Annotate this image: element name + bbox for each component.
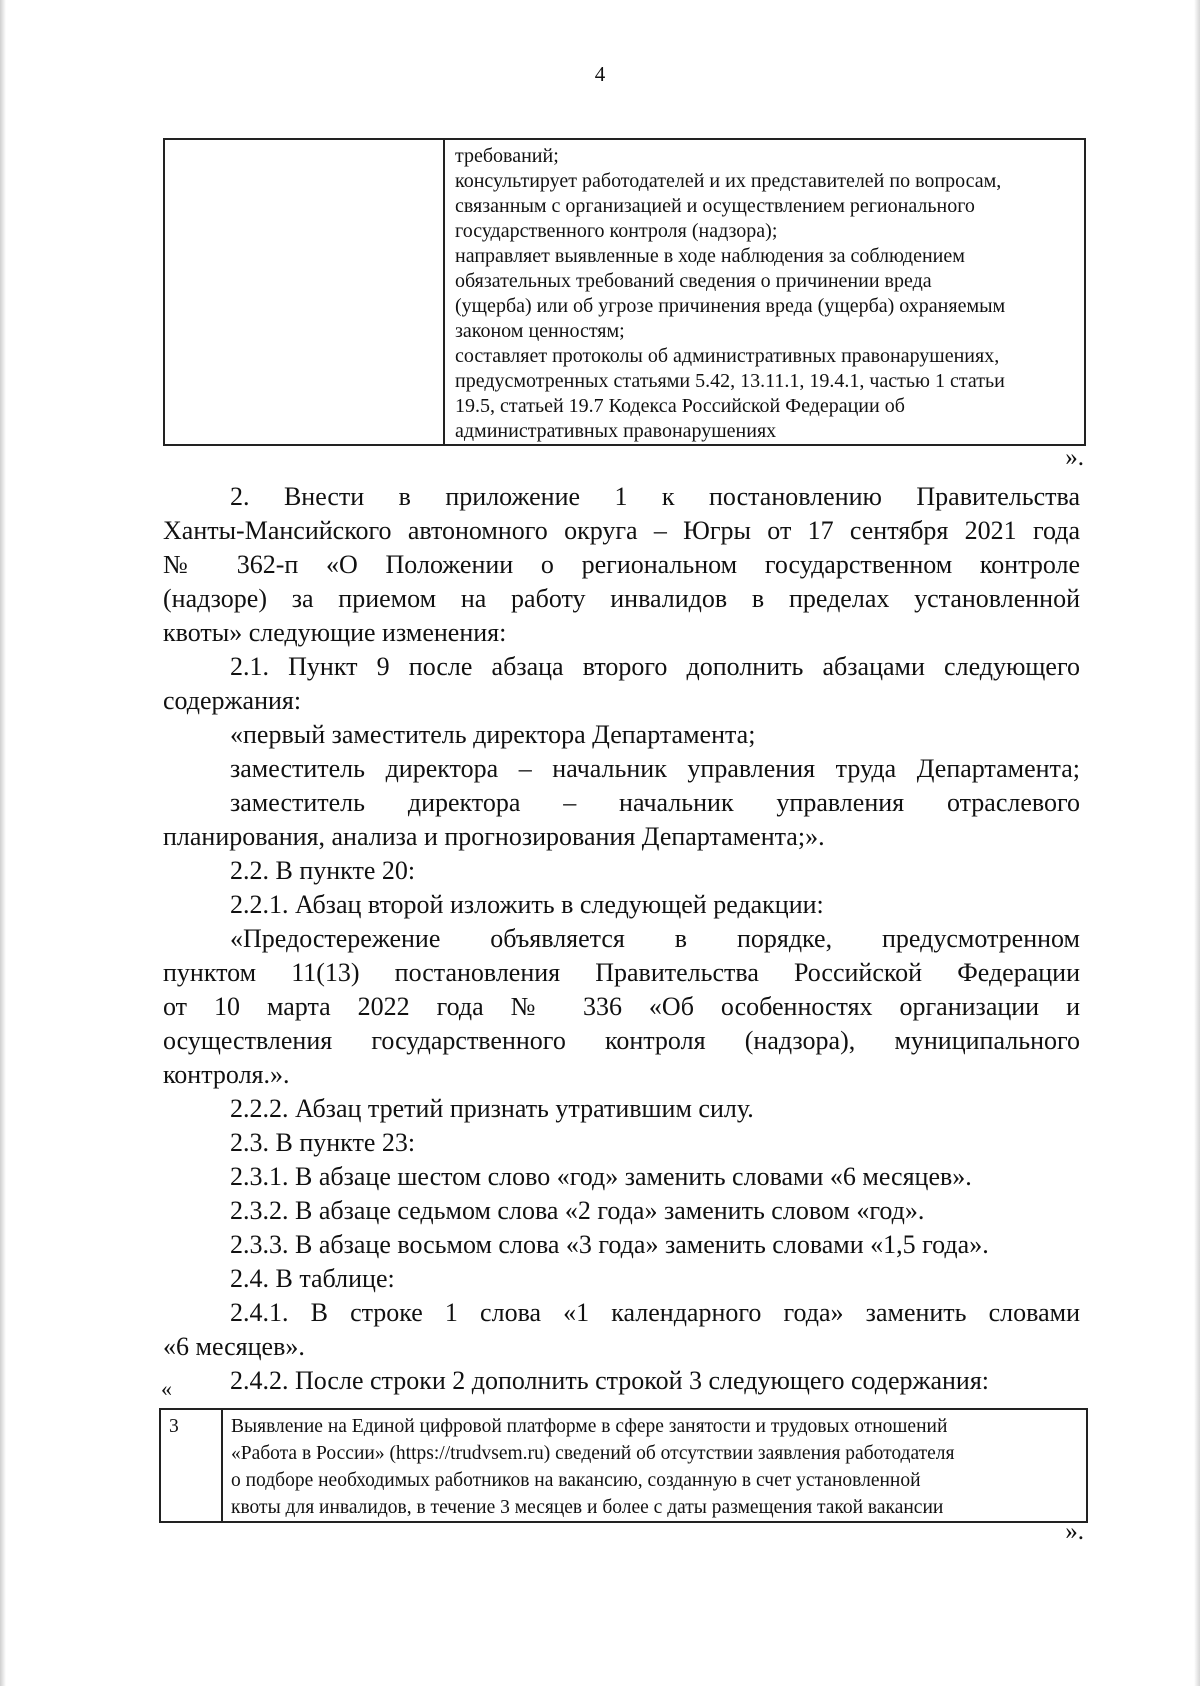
- body-line: 2.4. В таблице:: [230, 1264, 395, 1293]
- body-line: «Предостережение объявляется в порядке, предусмотренном: [230, 924, 1080, 953]
- body-line: (надзоре) за приемом на работу инвалидов в пределах установленной: [163, 584, 1080, 613]
- cell-text-line: обязательных требований сведения о причинении вреда: [455, 270, 932, 292]
- document-body: [163, 480, 1080, 1398]
- cell-text-line: о подборе необходимых работников на вакансию, созданную в счет установленной: [231, 1470, 921, 1491]
- cell-text-line: консультирует работодателей и их представителей по вопросам,: [455, 170, 1002, 192]
- body-line: 2.3. В пункте 23:: [230, 1128, 416, 1157]
- row-number-cell: 3: [160, 1409, 222, 1522]
- cell-text-line: (ущерба) или об угрозе причинения вреда (ущерба) охраняемым: [455, 295, 1006, 317]
- closing-quote-mark: ».: [1065, 1518, 1084, 1545]
- table-row: [164, 139, 1085, 445]
- body-line: 2.4.2. После строки 2 дополнить строкой 3 следующего содержания:: [230, 1366, 990, 1395]
- body-line: № 362-п «О Положении о региональном государственном контроле: [163, 550, 1080, 579]
- cell-text-line: государственного контроля (надзора);: [455, 220, 778, 242]
- body-line: заместитель директора – начальник управления отраслевого: [230, 788, 1080, 817]
- cell-text-line: «Работа в России» (https://trudvsem.ru) сведений об отсутствии заявления работодателя: [231, 1443, 955, 1464]
- body-line: контроля.».: [163, 1060, 290, 1089]
- body-line: осуществления государственного контроля (надзора), муниципального: [163, 1026, 1080, 1055]
- table-row: [160, 1409, 1087, 1522]
- row-text-cell: [222, 1409, 1087, 1522]
- body-line: 2.2. В пункте 20:: [230, 856, 416, 885]
- cell-text-line: 19.5, статьей 19.7 Кодекса Российской Федерации об: [455, 395, 905, 417]
- body-line: планирования, анализа и прогнозирования Департамента;».: [163, 822, 825, 851]
- cell-text-line: связанным с организацией и осуществлением регионального: [455, 195, 975, 217]
- opening-quote-mark: «: [161, 1376, 172, 1401]
- body-line: Ханты-Мансийского автономного округа – Югры от 17 сентября 2021 года: [163, 516, 1080, 545]
- body-line: содержания:: [163, 686, 302, 715]
- body-line: «6 месяцев».: [163, 1332, 305, 1361]
- cell-text-line: составляет протоколы об административных правонарушениях,: [455, 345, 1000, 367]
- cell-text-line: требований;: [455, 145, 559, 167]
- body-line: 2.4.1. В строке 1 слова «1 календарного года» заменить словами: [230, 1298, 1080, 1327]
- closing-quote-mark: ».: [1065, 444, 1084, 471]
- body-line: «первый заместитель директора Департамента;: [230, 720, 756, 749]
- body-line: 2.2.1. Абзац второй изложить в следующей редакции:: [230, 890, 824, 919]
- body-line: 2.3.1. В абзаце шестом слово «год» заменить словами «6 месяцев».: [230, 1162, 972, 1191]
- cell-text-line: предусмотренных статьями 5.42, 13.11.1, 19.4.1, частью 1 статьи: [455, 370, 1005, 392]
- scan-edge-left: [0, 0, 6, 1686]
- scan-edge-right: [1194, 0, 1200, 1686]
- body-line: 2. Внести в приложение 1 к постановлению Правительства: [230, 482, 1080, 511]
- body-line: 2.1. Пункт 9 после абзаца второго дополнить абзацами следующего: [230, 652, 1080, 681]
- cell-text-line: административных правонарушениях: [455, 420, 777, 442]
- inserted-row-table: [159, 1408, 1088, 1523]
- cell-text-line: направляет выявленные в ходе наблюдения за соблюдением: [455, 245, 965, 267]
- body-line: 2.2.2. Абзац третий признать утратившим силу.: [230, 1094, 754, 1123]
- body-line: 2.3.3. В абзаце восьмом слова «3 года» заменить словами «1,5 года».: [230, 1230, 989, 1259]
- page-number: 4: [594, 62, 606, 86]
- body-line: от 10 марта 2022 года № 336 «Об особенностях организации и: [163, 992, 1080, 1021]
- cell-text-line: Выявление на Единой цифровой платформе в сфере занятости и трудовых отношений: [231, 1416, 948, 1437]
- table-cell-duties: [444, 139, 1085, 445]
- body-line: квоты» следующие изменения:: [163, 618, 507, 647]
- cell-text-line: законом ценностям;: [455, 320, 625, 342]
- body-line: 2.3.2. В абзаце седьмом слова «2 года» заменить словом «год».: [230, 1196, 925, 1225]
- table-cell-empty: [164, 139, 444, 445]
- body-line: пунктом 11(13) постановления Правительства Российской Федерации: [163, 958, 1080, 987]
- body-line: заместитель директора – начальник управления труда Департамента;: [230, 754, 1080, 783]
- continuation-table: [163, 138, 1086, 446]
- cell-text-line: квоты для инвалидов, в течение 3 месяцев и более с даты размещения такой вакансии: [231, 1497, 944, 1518]
